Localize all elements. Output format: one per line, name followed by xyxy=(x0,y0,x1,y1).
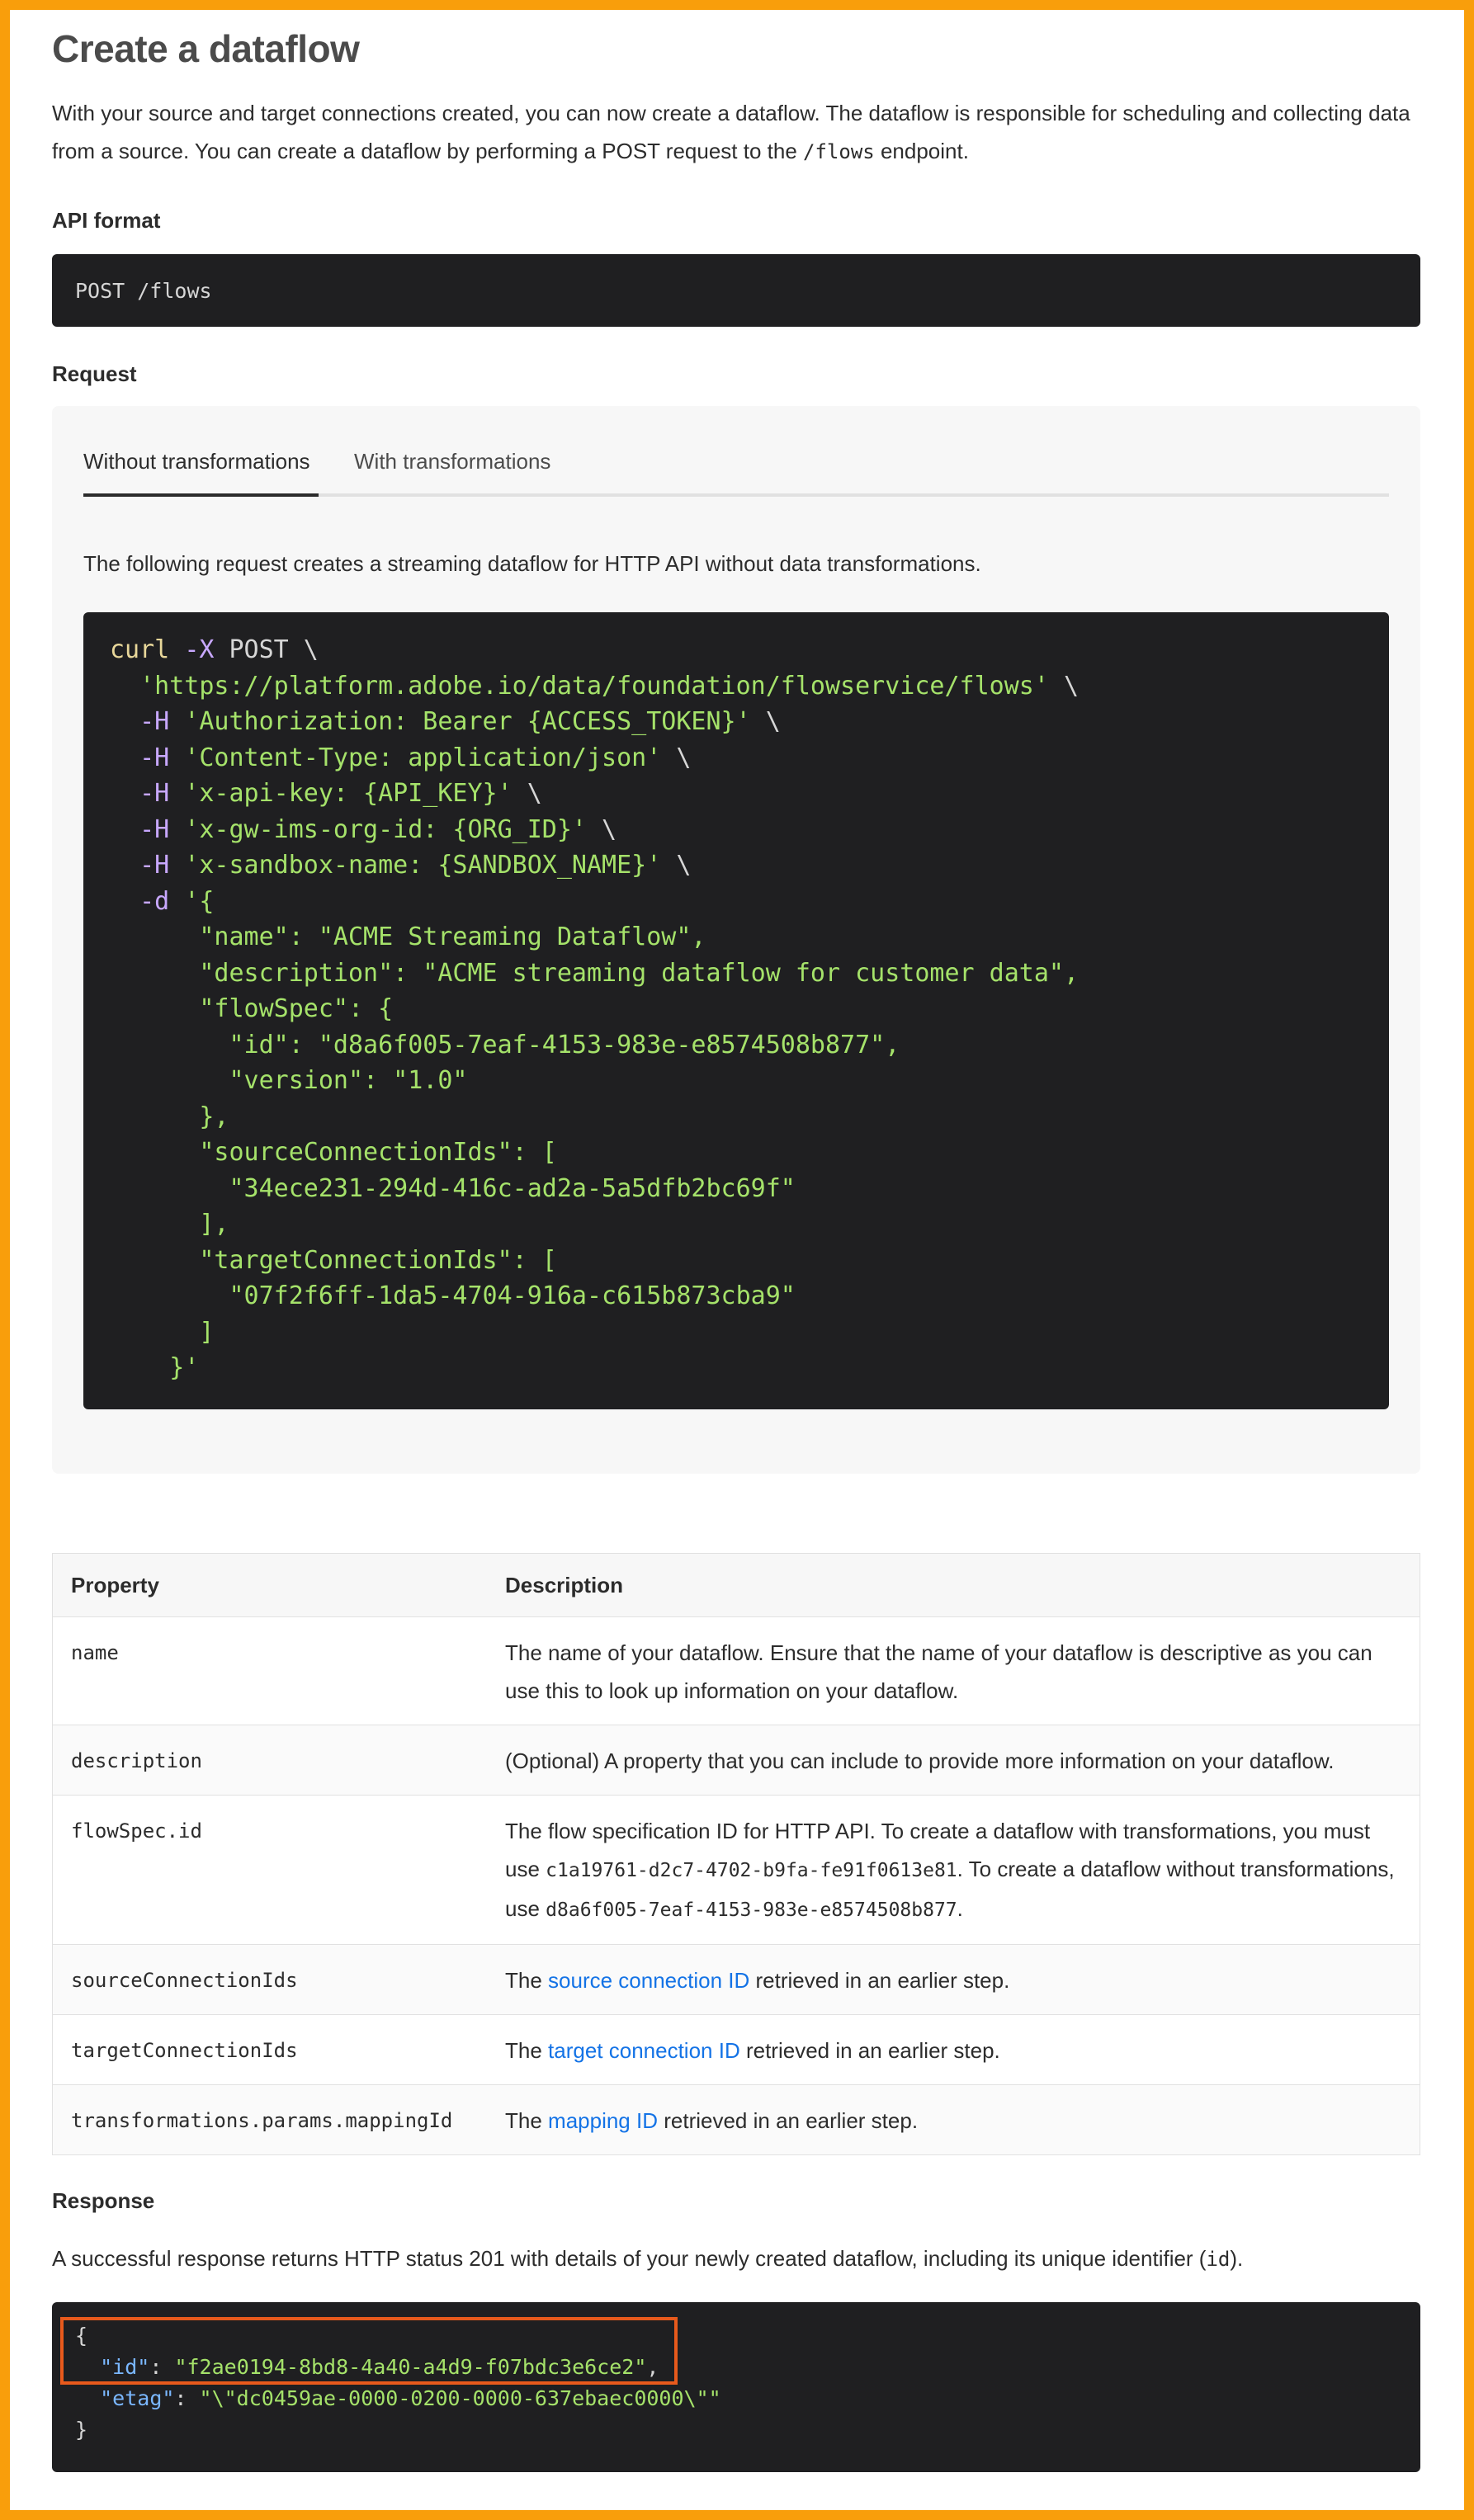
curl-line xyxy=(110,1278,1363,1314)
code-token: { xyxy=(75,2324,88,2348)
tab-with-transformations[interactable]: With transformations xyxy=(354,449,551,474)
code-token xyxy=(110,815,139,844)
property-description xyxy=(487,2015,1420,2085)
curl-code-block[interactable] xyxy=(83,612,1389,1409)
code-token: \ xyxy=(512,779,542,808)
code-token: 'Authorization: Bearer {ACCESS_TOKEN}' xyxy=(184,707,751,736)
curl-line xyxy=(110,847,1363,884)
response-code xyxy=(75,2320,1397,2446)
code-token: } xyxy=(75,2418,88,2442)
intro-code: /flows xyxy=(803,140,875,163)
code-token xyxy=(110,707,139,736)
property-name: targetConnectionIds xyxy=(53,2015,488,2085)
code-token: 'x-sandbox-name: {SANDBOX_NAME}' xyxy=(184,851,662,880)
curl-line xyxy=(110,991,1363,1027)
property-description xyxy=(487,1945,1420,2015)
property-name: sourceConnectionIds xyxy=(53,1945,488,2015)
description-text: . To create a dataflow without transformations, use xyxy=(505,1857,1395,1921)
code-token xyxy=(110,779,139,808)
code-token: POST \ xyxy=(214,635,319,664)
code-token: \ xyxy=(661,743,692,772)
curl-line xyxy=(110,704,1363,740)
curl-line xyxy=(110,1135,1363,1171)
curl-line xyxy=(110,740,1363,776)
code-token: "id": "d8a6f005-7eaf-4153-983e-e8574508b877", xyxy=(110,1030,900,1059)
code-token xyxy=(110,887,139,916)
table-row xyxy=(53,2015,1420,2085)
code-token: "f2ae0194-8bd8-4a40-a4d9-f07bdc3e6ce2" xyxy=(174,2355,647,2379)
response-desc-text: A successful response returns HTTP status 201 with details of your newly created dataflow, including its unique identifier ( xyxy=(52,2246,1207,2271)
curl-line xyxy=(110,1243,1363,1279)
code-token: ], xyxy=(110,1210,229,1239)
table-row xyxy=(53,1617,1420,1725)
table-row xyxy=(53,1796,1420,1945)
code-token: "name": "ACME Streaming Dataflow", xyxy=(110,923,706,951)
intro-text: With your source and target connections created, you can now create a dataflow. The dataflow is responsible for scheduling and collecting data from a source. You can create a dataflow by performing a POST request to the xyxy=(52,101,1410,163)
curl-line xyxy=(110,1314,1363,1351)
code-token: "\"dc0459ae-0000-0200-0000-637ebaec0000\"" xyxy=(199,2386,721,2410)
curl-line xyxy=(110,1171,1363,1207)
curl-line xyxy=(110,776,1363,812)
code-token: \ xyxy=(586,814,617,844)
response-description xyxy=(52,2246,1243,2272)
curl-line xyxy=(110,1206,1363,1243)
code-token: '{ xyxy=(184,886,215,916)
curl-line xyxy=(110,1063,1363,1099)
table-row xyxy=(53,1945,1420,2015)
curl-line xyxy=(110,812,1363,848)
property-description xyxy=(487,2085,1420,2155)
response-label: Response xyxy=(52,2188,155,2213)
property-description xyxy=(487,1725,1420,1796)
curl-code xyxy=(110,632,1363,1386)
code-token: , xyxy=(646,2355,659,2379)
code-token xyxy=(169,887,184,916)
code-token xyxy=(75,2386,100,2410)
code-token: "sourceConnectionIds": [ xyxy=(110,1138,557,1167)
code-token: -X xyxy=(184,635,215,664)
doc-link[interactable]: target connection ID xyxy=(548,2038,740,2063)
code-token: "07f2f6ff-1da5-4704-916a-c615b873cba9" xyxy=(110,1281,796,1310)
curl-line xyxy=(110,956,1363,992)
code-token: "34ece231-294d-416c-ad2a-5a5dfb2bc69f" xyxy=(110,1173,796,1203)
code-token xyxy=(169,743,184,772)
description-text: The flow specification ID for HTTP API. To create a dataflow with transformations, you must use xyxy=(505,1819,1371,1881)
code-token: "version": "1.0" xyxy=(110,1066,468,1095)
code-token: \ xyxy=(750,707,781,736)
description-text: The name of your dataflow. Ensure that the name of your dataflow is descriptive as you can use this to look up information on your dataflow. xyxy=(505,1640,1372,1703)
code-token xyxy=(110,851,139,880)
inline-code: d8a6f005-7eaf-4153-983e-e8574508b877 xyxy=(546,1899,957,1921)
code-token: : xyxy=(174,2386,200,2410)
doc-link[interactable]: mapping ID xyxy=(548,2108,658,2133)
intro-paragraph xyxy=(52,94,1422,171)
code-token: -d xyxy=(139,886,170,916)
code-token xyxy=(110,743,139,772)
description-text: retrieved in an earlier step. xyxy=(739,2038,1000,2063)
table-row xyxy=(53,2085,1420,2155)
code-token: "etag" xyxy=(100,2386,175,2410)
code-token: : xyxy=(149,2355,175,2379)
property-name: transformations.params.mappingId xyxy=(53,2085,488,2155)
property-name: name xyxy=(53,1617,488,1725)
code-token: curl xyxy=(110,635,185,664)
tab-without-transformations[interactable]: Without transformations xyxy=(83,446,319,497)
response-line xyxy=(75,2352,1397,2383)
code-token: "flowSpec": { xyxy=(110,994,394,1023)
request-tabs xyxy=(83,446,1389,497)
description-text: The xyxy=(505,1968,549,1993)
curl-line xyxy=(110,884,1363,920)
api-format-label: API format xyxy=(52,208,161,233)
curl-line xyxy=(110,919,1363,956)
inline-code: c1a19761-d2c7-4702-b9fa-fe91f0613e81 xyxy=(546,1860,957,1881)
description-text: The xyxy=(505,2038,549,2063)
curl-line xyxy=(110,1350,1363,1386)
code-token: 'https://platform.adobe.io/data/foundation/flowservice/flows' xyxy=(139,671,1049,701)
curl-line xyxy=(110,1027,1363,1064)
property-name: flowSpec.id xyxy=(53,1796,488,1945)
code-token xyxy=(169,779,184,808)
code-token: 'x-gw-ims-org-id: {ORG_ID}' xyxy=(184,814,587,844)
api-format-code-block[interactable] xyxy=(52,254,1420,327)
response-desc-text-end: ). xyxy=(1230,2246,1244,2271)
header-property: Property xyxy=(53,1554,488,1617)
code-token xyxy=(75,2355,100,2379)
page-title: Create a dataflow xyxy=(52,27,360,70)
property-description xyxy=(487,1796,1420,1945)
curl-line xyxy=(110,632,1363,668)
response-desc-code: id xyxy=(1206,2248,1231,2271)
description-text: retrieved in an earlier step. xyxy=(658,2108,919,2133)
code-token: -H xyxy=(139,814,170,844)
code-token: \ xyxy=(1048,671,1080,701)
code-token xyxy=(169,815,184,844)
code-token: -H xyxy=(139,707,170,736)
code-token: -H xyxy=(139,851,170,880)
page xyxy=(10,10,1464,2510)
intro-text-end: endpoint. xyxy=(874,139,969,163)
property-description xyxy=(487,1617,1420,1725)
code-token: "description": "ACME streaming dataflow for customer data", xyxy=(110,958,1079,988)
code-token: 'x-api-key: {API_KEY}' xyxy=(184,779,513,808)
code-token xyxy=(110,672,139,701)
code-token xyxy=(169,851,184,880)
table-header-row xyxy=(53,1554,1420,1617)
response-line xyxy=(75,2320,1397,2352)
curl-line xyxy=(110,668,1363,705)
code-token: "id" xyxy=(100,2355,150,2379)
response-code-block[interactable] xyxy=(52,2302,1420,2472)
description-text: . xyxy=(957,1896,963,1921)
response-line xyxy=(75,2383,1397,2414)
header-description: Description xyxy=(487,1554,1420,1617)
property-name: description xyxy=(53,1725,488,1796)
code-token: ] xyxy=(110,1317,215,1347)
code-token: "targetConnectionIds": [ xyxy=(110,1245,557,1275)
properties-table xyxy=(52,1553,1420,2155)
description-text: (Optional) A property that you can include to provide more information on your dataflow. xyxy=(505,1748,1335,1773)
response-line xyxy=(75,2414,1397,2446)
request-panel xyxy=(52,406,1420,1474)
api-format-code: POST /flows xyxy=(75,278,212,303)
table-row xyxy=(53,1725,1420,1796)
code-token: -H xyxy=(139,743,170,772)
curl-line xyxy=(110,1099,1363,1135)
code-token: }, xyxy=(110,1102,229,1131)
request-description: The following request creates a streaming dataflow for HTTP API without data transformations. xyxy=(83,551,981,576)
code-token xyxy=(169,707,184,736)
description-text: The xyxy=(505,2108,549,2133)
code-token: 'Content-Type: application/json' xyxy=(184,743,662,772)
code-token: }' xyxy=(110,1353,200,1382)
code-token: -H xyxy=(139,779,170,808)
code-token: \ xyxy=(661,851,692,880)
description-text: retrieved in an earlier step. xyxy=(749,1968,1010,1993)
request-label: Request xyxy=(52,361,137,386)
doc-link[interactable]: source connection ID xyxy=(548,1968,750,1993)
